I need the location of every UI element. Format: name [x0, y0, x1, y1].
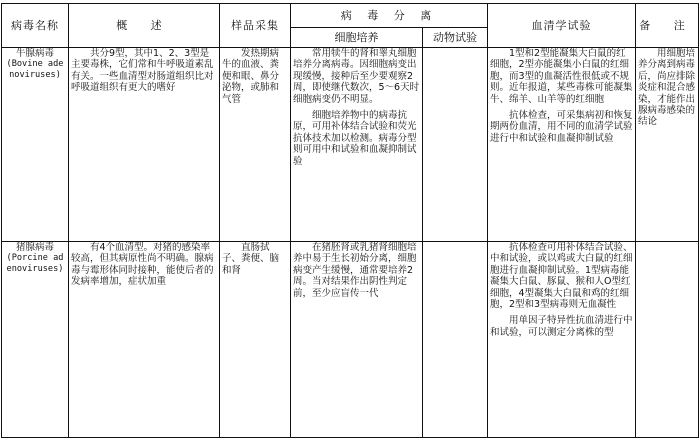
virus-name-cell [2, 48, 69, 242]
virus-name-latin: (Bovine adenoviruses) [6, 59, 64, 80]
virus-name-cn: 牛腺病毒 [15, 48, 54, 59]
header-serology: 血清学试验 [488, 4, 636, 48]
virus-name-cn: 猪腺病毒 [15, 242, 54, 253]
header-virus-isolation: 病 毒 分 离 [291, 4, 488, 28]
serology-cell [488, 48, 636, 242]
overview-text: 有4个血清型。对猪的感染率较高，但其病原性尚不明确。腺病毒与霉形体同时接种，能使后者的发病率增加，症状加重 [71, 242, 214, 288]
table-row-porcine [2, 242, 699, 438]
overview-cell [69, 242, 220, 438]
cell-culture-paragraph: 细胞培养物中的病毒抗原，可用补体结合试验和荧光抗体技术加以检测。病毒分型则可用中和试验和血凝抑制试验 [293, 110, 417, 167]
serology-paragraph: 抗体检查，可采集病初和恢复期两份血清，用不同的血清学试验进行中和试验和血凝抑制试验 [490, 110, 633, 144]
cell-culture-cell [291, 48, 423, 242]
header-sample-collection: 样品采集 [220, 4, 291, 48]
serology-paragraph: 抗体检查可用补体结合试验、中和试验，或以鸡或大白鼠的红细胞进行血凝抑制试验。1型病毒能凝集大白鼠、豚鼠、猴和人O型红细胞，4型凝集大白鼠和鸡的红细胞，2型和3型病毒则无血凝性 [490, 242, 633, 311]
header-overview: 概 述 [69, 4, 220, 48]
animal-test-cell [423, 242, 488, 438]
sampling-cell [220, 48, 291, 242]
table-row-bovine [2, 48, 699, 242]
remarks-cell [636, 48, 699, 242]
sampling-text: 直肠拭子、粪便、脑和肾 [222, 242, 280, 276]
cell-culture-cell [291, 242, 423, 438]
cell-culture-paragraph: 在猪胚肾或乳猪肾细胞培养中易于生长初始分离，细胞病变产生缓慢，通常要培养2周。当对结果作出阴性判定前，至少应盲传一代 [293, 242, 417, 299]
serology-paragraph: 1型和2型能凝集大白鼠的红细胞，2型亦能凝集小白鼠的红细胞，而3型的血凝活性很低或不规则。近年报道，某些毒株可能凝集牛、绵羊、山羊等的红细胞 [490, 48, 633, 105]
overview-cell [69, 48, 220, 242]
remarks-cell [636, 242, 699, 438]
virus-isolation-table [1, 3, 699, 438]
remarks-text: 用细胞培养分离到病毒后，尚应排除炎症和混合感染，才能作出腺病毒感染的结论 [638, 48, 696, 128]
virus-name-latin: (Porcine adenoviruses) [6, 253, 64, 274]
sampling-cell [220, 242, 291, 438]
header-animal-test: 动物试验 [423, 28, 488, 48]
overview-text: 共分9型，其中1、2、3型是主要毒株，它们常和牛呼吸道素乱有关。一些血清型对肠道组织比对呼吸道组织有更大的嗜好 [71, 48, 214, 94]
serology-cell [488, 242, 636, 438]
sampling-text: 发热期病牛的血液、粪便和眼、鼻分泌物，或肺和气管 [222, 48, 280, 105]
virus-name-cell [2, 242, 69, 438]
cell-culture-paragraph: 常用犊牛的肾和睾丸细胞培养分离病毒。因细胞病变出现缓慢，接种后至少要观察2周，即使继代数次，5～6天时细胞病变仍不明显。 [293, 48, 420, 105]
animal-test-cell [423, 48, 488, 242]
header-remarks: 备 注 [636, 4, 699, 48]
header-cell-culture: 细胞培养 [291, 28, 423, 48]
header-virus-name: 病毒名称 [2, 4, 69, 48]
serology-paragraph: 用单因子特异性抗血清进行中和试验，可以测定分离株的型 [490, 315, 633, 338]
